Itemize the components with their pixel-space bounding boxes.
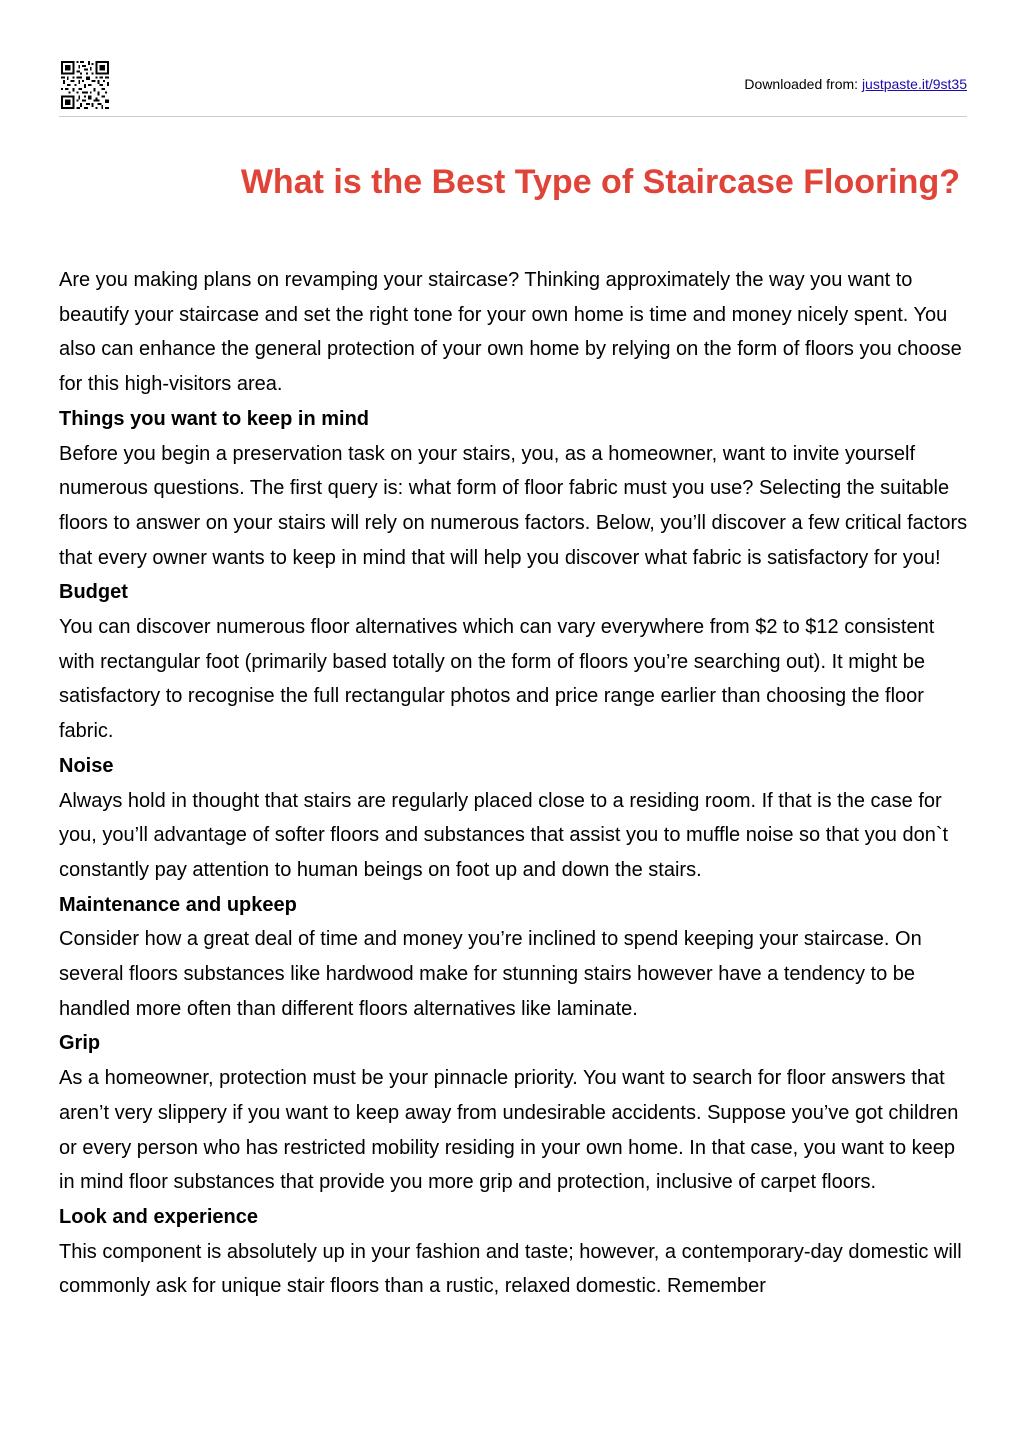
- section-text-things-to-keep-in-mind: Before you begin a preservation task on your stairs, you, as a homeowner, want to invite yourself numerous questions. The first query is: what form of floor fabric must you use? Selecting the suitable floors to answer on your stairs will rely on numerous factors. Below, you’ll discover a few critical factors that every owner wants to keep in mind that will help you discover what fabric is satisfactory for you!: [59, 442, 968, 569]
- download-source: [744, 75, 967, 93]
- section-text-budget: You can discover numerous floor alternatives which can vary everywhere from $2 to $12 consistent with rectangular foot (primarily based totally on the form of floors you’re searching out). It might be satisfactory to recognise the full rectangular photos and price range earlier than choosing the floor fabric.: [59, 616, 935, 743]
- section-heading-things-to-keep-in-mind: Things you want to keep in mind: [59, 407, 370, 430]
- section-text-grip: As a homeowner, protection must be your pinnacle priority. You want to search for floor answers that aren’t very slippery if you want to keep away from undesirable accidents. Suppose you’ve got children or every person who has restricted mobility residing in your own home. In that case, you want to keep in mind floor substances that provide you more grip and protection, inclusive of carpet floors.: [59, 1067, 959, 1194]
- section-heading-noise: Noise: [59, 754, 114, 777]
- section-text-maintenance: Consider how a great deal of time and money you’re inclined to spend keeping your staircase. On several floors substances like hardwood make for stunning stairs however have a tendency to be handled more often than different floors alternatives like laminate.: [59, 928, 922, 1020]
- source-link[interactable]: justpaste.it/9st35: [861, 76, 967, 92]
- intro-paragraph: Are you making plans on revamping your staircase? Thinking approximately the way you want to beautify your staircase and set the right tone for your own home is time and money nicely spent. You also can enhance the general protection of your own home by relying on the form of floors you choose for this high-visitors area.: [59, 269, 962, 396]
- section-heading-look-and-experience: Look and experience: [59, 1205, 258, 1228]
- section-text-look-and-experience: This component is absolutely up in your fashion and taste; however, a contemporary-day domestic will commonly ask for unique stair floors than a rustic, relaxed domestic. Remember: [59, 1240, 962, 1298]
- article-body: [59, 263, 974, 1304]
- page-title: What is the Best Type of Staircase Flooring?: [240, 163, 960, 201]
- section-heading-maintenance: Maintenance and upkeep: [59, 893, 297, 916]
- section-text-noise: Always hold in thought that stairs are regularly placed close to a residing room. If that is the case for you, you’ll advantage of softer floors and substances that assist you to muffle noise so that you don`t constantly pay attention to human beings on foot up and down the stairs.: [59, 789, 949, 881]
- downloaded-label: Downloaded from:: [744, 76, 859, 92]
- section-heading-budget: Budget: [59, 581, 128, 604]
- qr-code-icon: [61, 61, 109, 109]
- header-divider: [59, 116, 967, 117]
- section-heading-grip: Grip: [59, 1032, 101, 1055]
